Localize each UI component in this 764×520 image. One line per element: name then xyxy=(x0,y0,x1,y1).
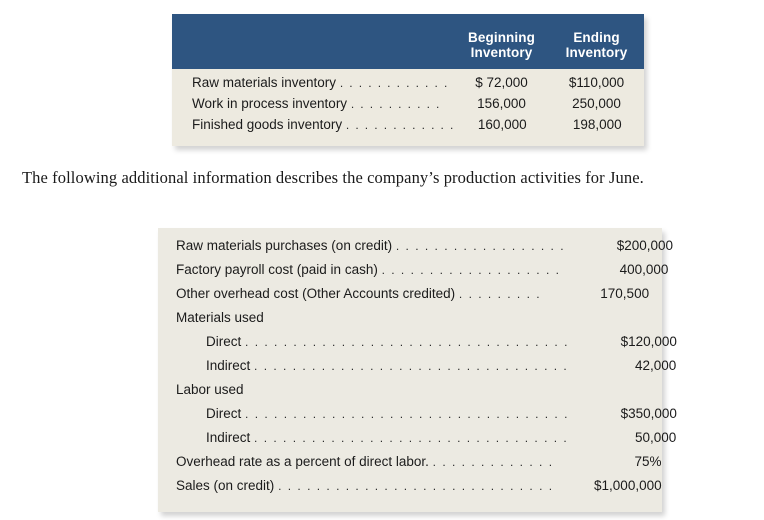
activity-value: $1,000,000 xyxy=(594,478,662,493)
leader-dots: . . . . . . . . . . . . . . . . . . . . . . . . . . . . . . . . . xyxy=(254,359,569,373)
inventory-row-beginning: $ 72,000 xyxy=(475,75,528,90)
inventory-table-header-ending xyxy=(549,30,644,69)
leader-dots: . . . . . . . . . . . . xyxy=(345,118,455,132)
table-row xyxy=(158,430,677,454)
table-row xyxy=(158,262,669,286)
activity-value: $120,000 xyxy=(620,334,677,349)
leader-dots: . . . . . . . . . . . . . . . . . . . . . . . . . . . . . . . . . . xyxy=(245,335,569,349)
table-row xyxy=(158,286,662,310)
inventory-row-beginning: 160,000 xyxy=(477,117,527,132)
activity-label-text: Raw materials purchases (on credit) xyxy=(176,238,393,253)
activity-value: 400,000 xyxy=(619,262,669,277)
intro-paragraph: The following additional information describes the company’s production activities for June. xyxy=(22,168,644,187)
header-ending-line2: Inventory xyxy=(565,45,628,60)
activity-label-text: Overhead rate as a percent of direct labor. xyxy=(176,454,429,469)
table-row xyxy=(158,238,674,262)
leader-dots: . . . . . . . . . . . . . xyxy=(432,455,554,469)
activity-label-text: Sales (on credit) xyxy=(176,478,275,493)
leader-dots: . . . . . . . . . . . . xyxy=(339,76,449,90)
inventory-row-label xyxy=(172,96,454,111)
table-row xyxy=(158,382,662,406)
activity-label xyxy=(158,430,568,445)
activity-label xyxy=(158,310,532,325)
leader-dots: . . . . . . . . . . . . . . . . . . xyxy=(395,239,566,253)
activity-label xyxy=(158,262,560,277)
activity-label xyxy=(158,382,532,397)
leader-dots: . . . . . . . . . . . . . . . . . . . . . . . . . . . . . xyxy=(278,479,554,493)
activity-value: 50,000 xyxy=(634,430,677,445)
inventory-table xyxy=(172,14,644,146)
activity-label xyxy=(158,238,565,253)
inventory-row-label-text: Work in process inventory xyxy=(192,96,348,111)
table-row xyxy=(158,454,662,478)
leader-dots: . . . . . . . . . . xyxy=(350,97,441,111)
activity-label xyxy=(158,406,569,421)
activity-label-text: Direct xyxy=(206,406,242,421)
header-beginning-line1: Beginning xyxy=(468,30,535,45)
header-ending-line1: Ending xyxy=(573,30,620,45)
inventory-row-label xyxy=(172,75,454,90)
activity-label-text: Other overhead cost (Other Accounts credited) xyxy=(176,286,456,301)
activity-label xyxy=(158,334,569,349)
leader-dots: . . . . . . . . . . . . . . . . . . . xyxy=(381,263,561,277)
activity-label xyxy=(158,358,568,373)
table-row xyxy=(172,96,644,117)
activity-label-text: Materials used xyxy=(176,310,264,325)
inventory-row-label-text: Finished goods inventory xyxy=(192,117,343,132)
table-row xyxy=(158,358,677,382)
table-row xyxy=(172,75,644,96)
inventory-row-label-text: Raw materials inventory xyxy=(192,75,337,90)
inventory-table-header-row xyxy=(172,14,644,69)
inventory-row-label xyxy=(172,117,455,132)
activity-label xyxy=(158,478,554,493)
table-row xyxy=(172,117,644,138)
inventory-row-beginning: 156,000 xyxy=(477,96,526,111)
leader-dots: . . . . . . . . . . . . . . . . . . . . . . . . . . . . . . . . . xyxy=(254,431,569,445)
table-row xyxy=(158,310,662,334)
table-row xyxy=(158,478,662,502)
activity-label-text: Labor used xyxy=(176,382,244,397)
activity-label-text: Indirect xyxy=(206,358,251,373)
activity-label xyxy=(158,286,541,301)
inventory-row-ending: $110,000 xyxy=(568,75,625,90)
inventory-row-ending: 198,000 xyxy=(572,117,622,132)
activity-value: 75% xyxy=(634,454,662,469)
table-row xyxy=(158,406,677,430)
inventory-table-body xyxy=(172,69,644,146)
activity-label xyxy=(158,454,554,469)
activity-label-text: Factory payroll cost (paid in cash) xyxy=(176,262,378,277)
inventory-table-header-beginning xyxy=(454,30,549,69)
activity-value: $350,000 xyxy=(620,406,677,421)
header-beginning-line2: Inventory xyxy=(470,45,533,60)
table-row xyxy=(158,334,677,358)
leader-dots: . . . . . . . . . xyxy=(458,287,542,301)
activity-label-text: Indirect xyxy=(206,430,251,445)
activity-label-text: Direct xyxy=(206,334,242,349)
production-activities-table xyxy=(158,228,677,512)
inventory-row-ending: 250,000 xyxy=(572,96,621,111)
leader-dots: . . . . . . . . . . . . . . . . . . . . . . . . . . . . . . . . . . xyxy=(245,407,569,421)
activity-value: $200,000 xyxy=(616,238,674,253)
activity-value: 170,500 xyxy=(600,286,650,301)
activity-value: 42,000 xyxy=(634,358,677,373)
